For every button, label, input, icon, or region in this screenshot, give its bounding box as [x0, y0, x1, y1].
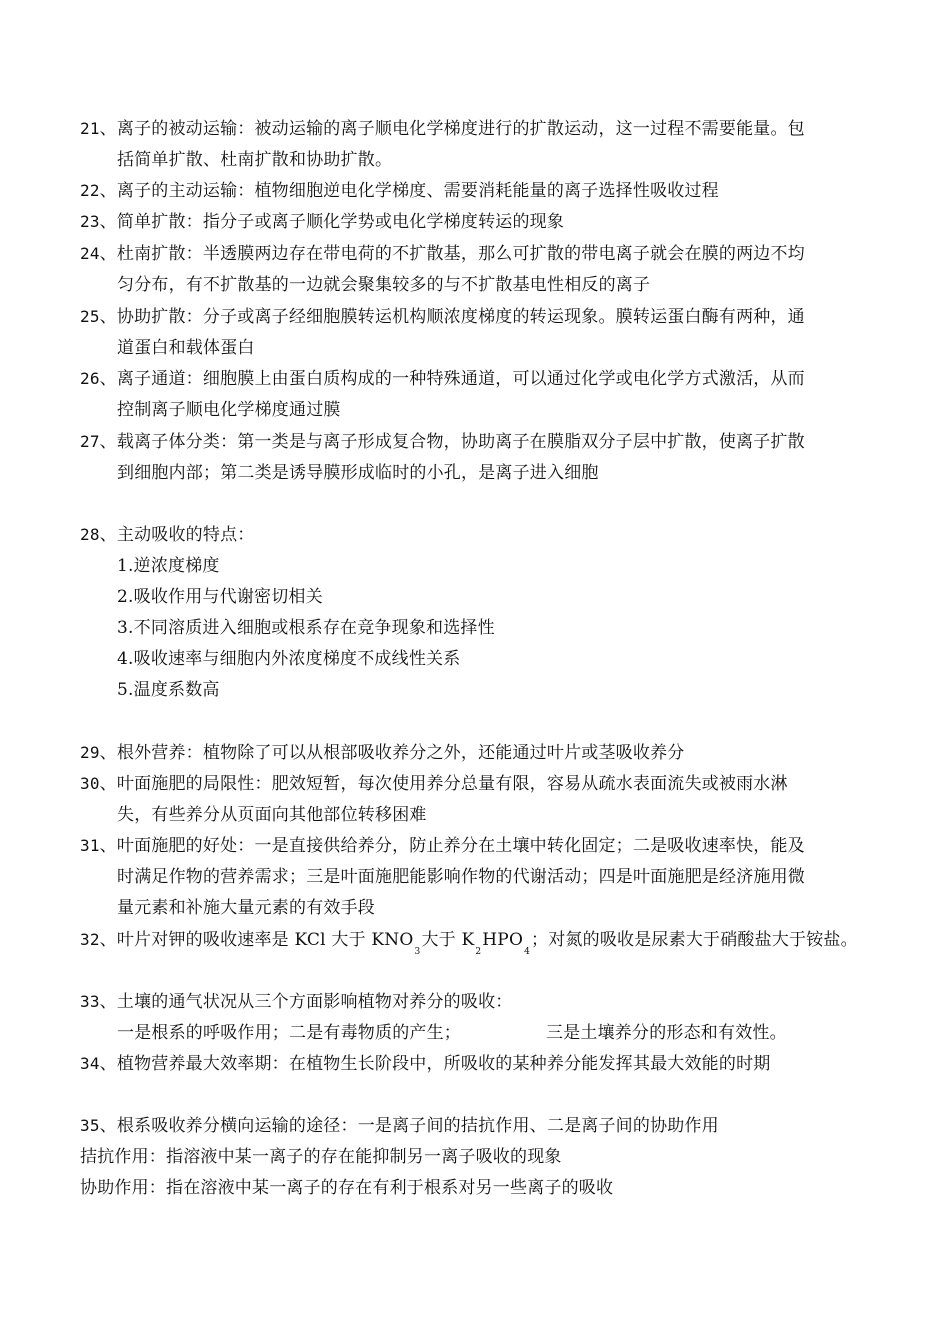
item-22: 22、离子的主动运输：植物细胞逆电化学梯度、需要消耗能量的离子选择性吸收过程: [80, 181, 719, 201]
item-28-point-2: 2.吸收作用与代谢密切相关: [117, 587, 323, 607]
item-28-heading: 28、主动吸收的特点：: [80, 525, 255, 545]
item-31-line2: 时满足作物的营养需求；三是叶面施肥能影响作物的代谢活动；四是叶面施肥是经济施用微: [117, 867, 805, 887]
item-33-part-b: 三是土壤养分的形态和有效性。: [546, 1023, 787, 1043]
item-30-line1: 30、叶面施肥的局限性：肥效短暂，每次使用养分总量有限，容易从疏水表面流失或被雨水淋: [80, 774, 788, 794]
item-28-point-4: 4.吸收速率与细胞内外浓度梯度不成线性关系: [117, 649, 461, 669]
item-30-line2: 失，有些养分从页面向其他部位转移困难: [117, 805, 427, 825]
item-34: 34、植物营养最大效率期：在植物生长阶段中，所吸收的某种养分能发挥其最大效能的时期: [80, 1054, 771, 1074]
item-25-line2: 道蛋白和载体蛋白: [117, 338, 255, 358]
item-24-line1: 24、杜南扩散：半透膜两边存在带电荷的不扩散基，那么可扩散的带电离子就会在膜的两边不均: [80, 244, 805, 264]
item-29: 29、根外营养：植物除了可以从根部吸收养分之外，还能通过叶片或茎吸收养分: [80, 743, 685, 763]
item-31-line3: 量元素和补施大量元素的有效手段: [117, 898, 375, 918]
item-33-heading: 33、土壤的通气状况从三个方面影响植物对养分的吸收：: [80, 992, 513, 1012]
item-28-point-3: 3.不同溶质进入细胞或根系存在竞争现象和选择性: [117, 618, 495, 638]
item-27-line2: 到细胞内部；第二类是诱导膜形成临时的小孔，是离子进入细胞: [117, 463, 599, 483]
item-26-line1: 26、离子通道：细胞膜上由蛋白质构成的一种特殊通道，可以通过化学或电化学方式激活，从而: [80, 369, 805, 389]
item-32: 32、叶片对钾的吸收速率是 KCl 大于 $KNO_3$大于 $K_2HPO_4$；对氮的吸收是尿素大于硝酸盐大于铵盐。: [80, 930, 858, 957]
item-26-line2: 控制离子顺电化学梯度通过膜: [117, 400, 341, 420]
item-31-line1: 31、叶面施肥的好处：一是直接供给养分，防止养分在土壤中转化固定；二是吸收速率快，能及: [80, 836, 805, 856]
item-33-part-a: 一是根系的呼吸作用；二是有毒物质的产生；: [117, 1023, 461, 1043]
item-27-line1: 27、载离子体分类：第一类是与离子形成复合物，协助离子在膜脂双分子层中扩散，使离子扩散: [80, 432, 805, 452]
item-35: 35、根系吸收养分横向运输的途径：一是离子间的拮抗作用、二是离子间的协助作用: [80, 1116, 719, 1136]
item-28-point-1: 1.逆浓度梯度: [117, 556, 220, 576]
synergism-definition: 协助作用：指在溶液中某一离子的存在有利于根系对另一些离子的吸收: [80, 1178, 614, 1198]
item-23: 23、简单扩散：指分子或离子顺化学势或电化学梯度转运的现象: [80, 212, 565, 232]
item-21-line2: 括简单扩散、杜南扩散和协助扩散。: [117, 150, 393, 170]
item-24-line2: 匀分布，有不扩散基的一边就会聚集较多的与不扩散基电性相反的离子: [117, 275, 651, 295]
item-21-line1: 21、离子的被动运输：被动运输的离子顺电化学梯度进行的扩散运动，这一过程不需要能量。包: [80, 119, 805, 139]
item-25-line1: 25、协助扩散：分子或离子经细胞膜转运机构顺浓度梯度的转运现象。膜转运蛋白酶有两种，通: [80, 307, 805, 327]
antagonism-definition: 拮抗作用：指溶液中某一离子的存在能抑制另一离子吸收的现象: [80, 1147, 562, 1167]
item-28-point-5: 5.温度系数高: [117, 680, 220, 700]
